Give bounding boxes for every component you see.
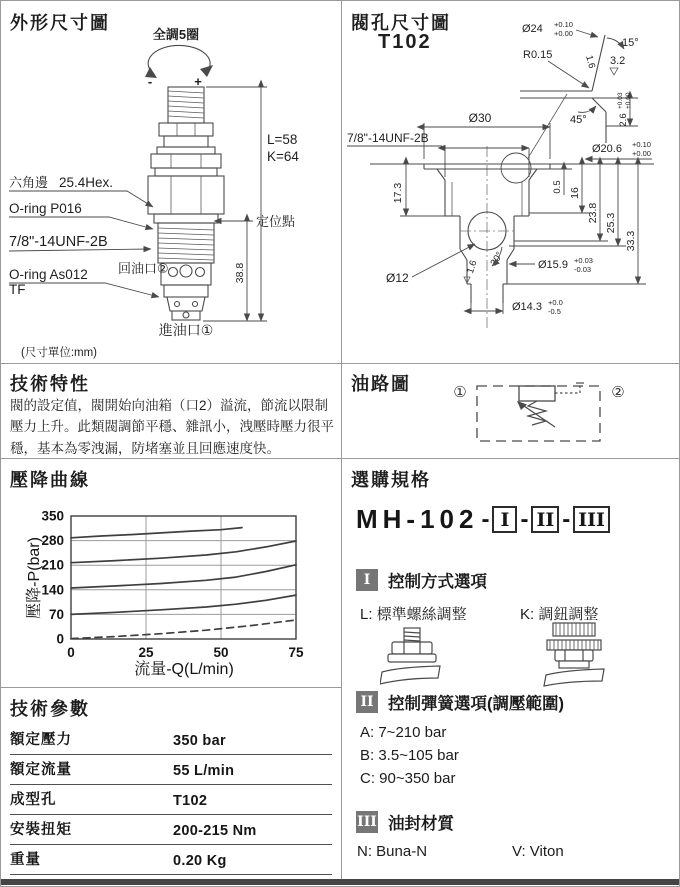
dim-d12: Ø12 [386, 271, 409, 285]
cavity-dimension-panel [342, 1, 680, 363]
dim-d15-9: Ø15.9 [538, 259, 568, 271]
section-3-header [356, 810, 454, 834]
dim-d20-6: Ø20.6 [592, 143, 622, 155]
outline-dimensions [203, 87, 299, 321]
pressure-curve-panel [1, 458, 342, 687]
ordering-panel [342, 458, 680, 879]
model-prefix: MH-102 [356, 504, 479, 534]
dim-d14-3-tol-top: +0.0 [548, 298, 563, 307]
dim-0-5: 0.5 [552, 180, 563, 194]
param-row-rated-flow [10, 755, 332, 785]
adjust-turns-label: 全調5圈 [152, 27, 200, 42]
dim-d15-9-tol-top: +0.03 [574, 256, 593, 265]
params-panel [1, 687, 342, 879]
features-title: 技術特性 [10, 374, 90, 394]
section-2-header [356, 690, 564, 714]
cavity-drawing [342, 1, 680, 363]
dim-d20-6-tol-bot: +0.00 [632, 149, 651, 158]
outline-dimension-panel [1, 1, 342, 363]
param-value: T102 [173, 793, 208, 809]
model-code [356, 504, 610, 535]
circuit-port-1: ① [453, 383, 467, 401]
hex-label: 六角邊 [9, 175, 49, 190]
section-3-title: 油封材質 [388, 815, 454, 833]
spring-option-C: C: 90~350 bar [360, 770, 456, 787]
model-dash: - [562, 505, 571, 533]
params-title: 技術參數 [10, 699, 90, 719]
model-box-1: I [492, 506, 517, 533]
x-tick-label: 50 [213, 645, 229, 660]
chamfer-1-6-top: 1.6 [583, 54, 598, 70]
section-1-title: 控制方式選項 [388, 573, 487, 591]
spring-option-B: B: 3.5~105 bar [360, 747, 459, 764]
curve-title: 壓降曲線 [10, 470, 90, 490]
oring2-label2: TF [9, 282, 26, 297]
hex-value: 25.4Hex. [59, 175, 114, 190]
dim-d24-tol-top: +0.10 [554, 20, 573, 29]
dim-3-2: 3.2 [610, 55, 626, 67]
dim-16: 16 [569, 187, 581, 199]
curve-min-dashed [71, 620, 296, 639]
valve-body-graphic [148, 87, 224, 320]
param-label: 額定流量 [10, 762, 72, 778]
circuit-symbol-graphic [477, 383, 600, 441]
angle-15: 15° [622, 37, 639, 49]
y-tick-label: 140 [41, 582, 64, 598]
knob-adjust-icon [538, 621, 610, 687]
unit-note: (尺寸單位:mm) [21, 347, 98, 359]
section-3-numeral: III [356, 811, 378, 833]
dim-d14-3: Ø14.3 [512, 301, 542, 313]
ordering-title: 選購規格 [351, 470, 431, 490]
dim-2-6-tol-top: +0.03 [617, 92, 624, 109]
model-dash: - [520, 505, 529, 533]
y-tick-label: 0 [56, 631, 64, 647]
dim-d20-6-tol-top: +0.10 [632, 140, 651, 149]
curve-280 [71, 541, 296, 563]
y-tick-label: 350 [41, 508, 64, 524]
spring-option-A: A: 7~210 bar [360, 724, 447, 741]
circuit-title: 油路圖 [351, 374, 411, 394]
circuit-port-2: ② [611, 383, 625, 401]
valve-outline-drawing [1, 1, 342, 363]
param-label: 重量 [10, 852, 41, 868]
y-tick-label: 70 [48, 606, 64, 622]
dim-L: L=58 [267, 132, 298, 147]
horizontal-divider-2 [1, 458, 680, 459]
dim-33-3: 33.3 [625, 230, 637, 252]
param-row-weight [10, 845, 332, 875]
chart-x-axis-label: 流量-Q(L/min) [134, 661, 234, 678]
chart-y-axis-label: 壓降-P(bar) [26, 537, 43, 619]
page-bottom-rule [1, 879, 680, 885]
param-label: 成型孔 [10, 792, 57, 808]
dim-38-8: 38.8 [234, 262, 246, 284]
angle-45: 45° [570, 114, 587, 126]
return-port-label: 回油口② [118, 261, 169, 276]
x-tick-label: 75 [288, 645, 304, 660]
model-box-3: III [573, 506, 610, 533]
chamfer-1-6-bottom: 1.6 [464, 258, 480, 275]
screw-adjust-icon [380, 626, 444, 686]
section-1-numeral: I [356, 569, 378, 591]
dim-d15-9-tol-bot: -0.03 [574, 265, 592, 274]
outline-panel-title: 外形尺寸圖 [10, 13, 110, 33]
dim-2-6: 2.6 [618, 113, 629, 127]
section-1-header [356, 568, 487, 592]
option-K: K: 調鈕調整 [520, 606, 599, 623]
cavity-profile-graphic [370, 94, 574, 331]
y-tick-label: 280 [41, 533, 64, 549]
param-value: 0.20 Kg [173, 853, 227, 869]
option-L: L: 標準螺絲調整 [360, 606, 467, 623]
plus-sign: + [194, 74, 202, 89]
cavity-panel-title: 閥孔尺寸圖 [351, 13, 451, 33]
dim-2-6-tol-bot: +0.00 [625, 92, 632, 109]
x-tick-label: 25 [138, 645, 154, 660]
cavity-main-dimensions [347, 111, 654, 316]
horizontal-divider-1 [1, 363, 680, 364]
circuit-panel [342, 363, 680, 458]
param-row-cavity [10, 785, 332, 815]
thread-label: 7/8"-14UNF-2B [9, 234, 108, 250]
dim-K: K=64 [267, 149, 299, 164]
param-row-torque [10, 815, 332, 845]
curve-210 [71, 565, 296, 588]
oring2-label: O-ring As012 [9, 267, 88, 282]
plot-frame [71, 516, 296, 639]
seal-option-N: N: Buna-N [357, 843, 428, 860]
oring1-label: O-ring P016 [9, 201, 82, 216]
features-panel [1, 363, 342, 458]
angle-30: 30° [488, 250, 506, 269]
dim-23-8: 23.8 [587, 202, 599, 224]
y-tick-label: 210 [41, 557, 64, 573]
param-row-rated-pressure [10, 725, 332, 755]
param-value: 200-215 Nm [173, 823, 257, 839]
pressure-drop-chart [1, 458, 342, 687]
section-2-numeral: II [356, 691, 378, 713]
minus-sign: - [147, 74, 153, 89]
locating-point-label: 定位點 [256, 214, 296, 229]
param-label: 安裝扭矩 [10, 822, 72, 838]
dim-d24: Ø24 [522, 23, 543, 35]
horizontal-divider-3 [1, 687, 342, 688]
curve-140 [71, 595, 296, 614]
param-value: 55 L/min [173, 763, 235, 779]
seal-option-V: V: Viton [512, 843, 564, 860]
dim-d14-3-tol-bot: -0.5 [548, 307, 561, 316]
param-label: 額定壓力 [10, 732, 72, 748]
dim-25-3: 25.3 [605, 212, 617, 234]
section-2-title: 控制彈簧選項(調壓範圍) [388, 695, 564, 713]
dim-d30: Ø30 [468, 111, 492, 125]
features-body-text: 閥的設定值，閥開始向油箱（口2）溢流，節流以限制壓力上升。此類閥調節平穩、雜訊小，洩壓時壓力很平穩，基本為零洩漏，防堵塞並且回應速度快。 [10, 398, 334, 456]
dim-17-3: 17.3 [392, 182, 404, 204]
cavity-code: T102 [378, 31, 432, 53]
dim-r0-15: R0.15 [523, 49, 553, 61]
model-box-2: II [531, 506, 559, 533]
x-tick-label: 0 [67, 645, 75, 660]
dim-d24-tol-bot: +0.00 [554, 29, 573, 38]
outline-leader-labels [9, 175, 213, 338]
model-dash: - [481, 505, 490, 533]
param-value: 350 bar [173, 733, 226, 749]
vertical-divider [341, 1, 342, 879]
curve-high [71, 528, 242, 538]
inlet-port-label: 進油口① [158, 322, 214, 338]
cavity-thread-label: 7/8"-14UNF-2B [347, 131, 429, 145]
